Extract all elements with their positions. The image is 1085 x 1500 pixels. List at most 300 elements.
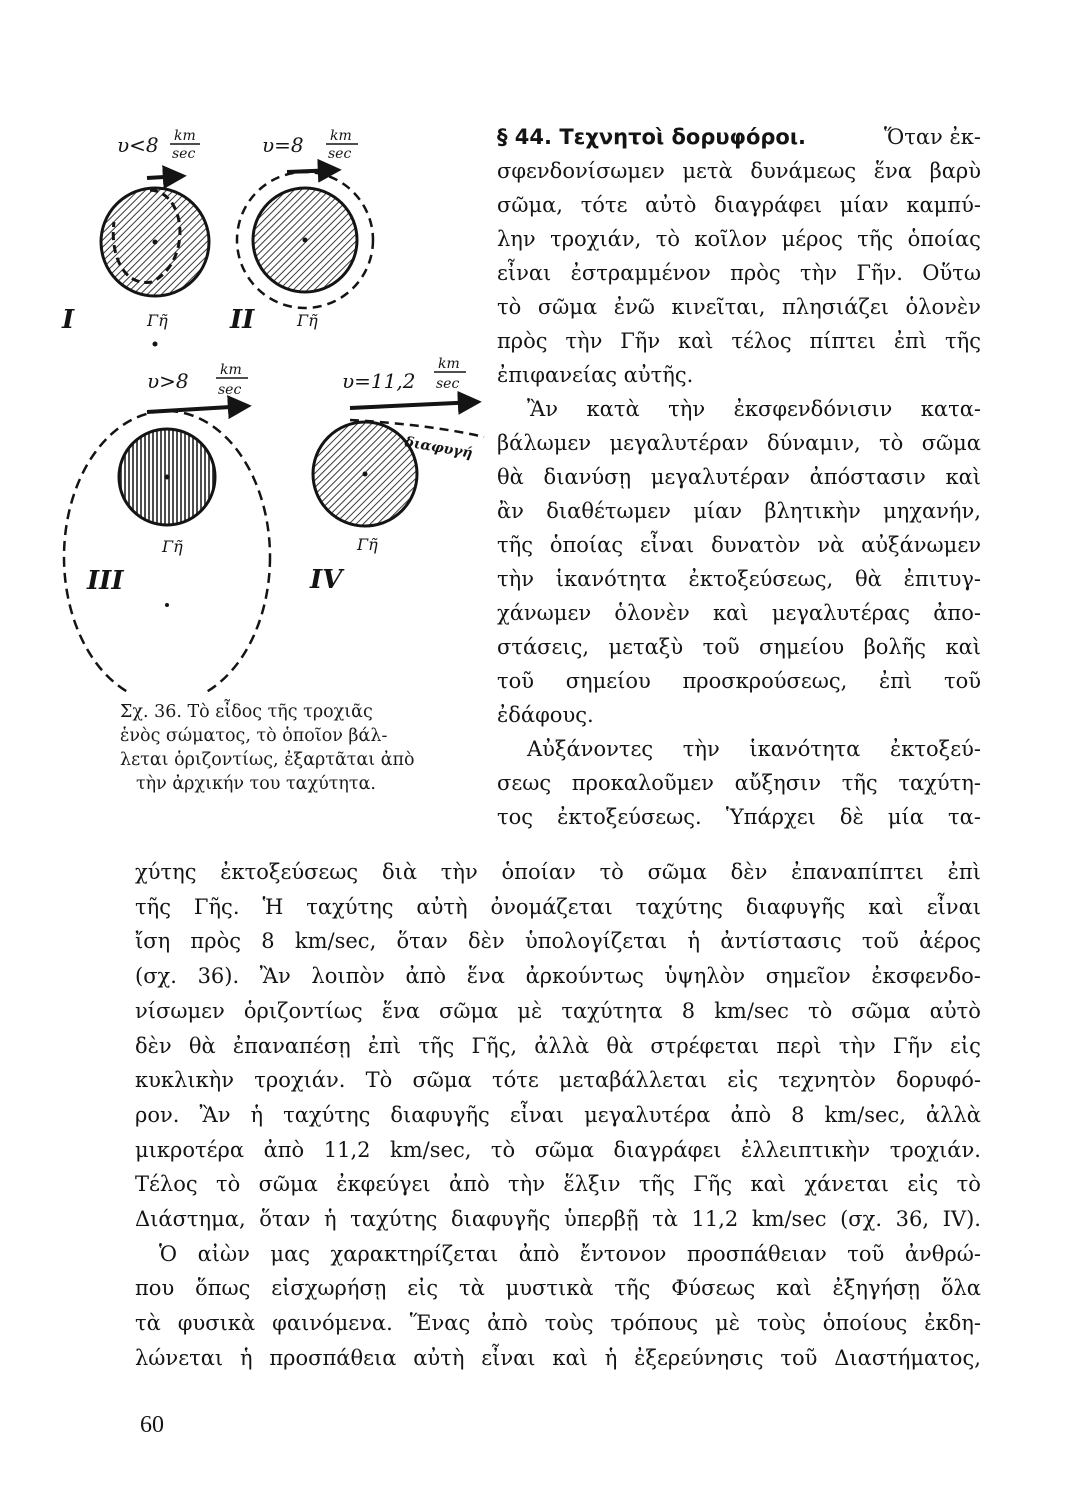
word: καμπύ- <box>906 193 981 217</box>
word: τὰ <box>652 1207 678 1232</box>
word: τὸ <box>497 295 522 319</box>
text-line <box>497 494 981 528</box>
word: ἐκτοξεύσεως. <box>557 805 702 829</box>
panel-2-speed: υ=8 <box>262 133 304 157</box>
word: ὁποίαν <box>501 860 576 884</box>
panel-2 <box>229 128 373 335</box>
text-line <box>497 222 981 256</box>
figure-caption <box>120 700 480 796</box>
word: ἔντονον <box>579 1241 667 1266</box>
word: διαφυγῆς <box>745 894 846 919</box>
word: ἀπὸ <box>263 1137 305 1162</box>
word: ἀνθρώ- <box>904 1241 981 1266</box>
word: Ἡ <box>262 894 284 919</box>
word: ὀνομάζεται <box>490 894 613 919</box>
word: σημείου <box>759 635 845 659</box>
word: Ἂν <box>259 964 291 989</box>
word: σεως <box>497 771 552 795</box>
word: διανύσῃ <box>543 465 632 489</box>
text-line <box>135 1098 981 1133</box>
word: προσπάθεια <box>269 1345 397 1370</box>
word: διὰ <box>381 860 418 884</box>
word: ἐκσφενδόνισιν <box>733 397 893 421</box>
panel-3-earth: Γῆ <box>162 537 183 556</box>
word: ἐπιτυγ- <box>903 567 981 591</box>
word: τὴν <box>800 261 837 285</box>
word: αὐτὴ <box>413 1345 465 1370</box>
word: τροχιάν. <box>889 1137 981 1162</box>
word: 36). <box>197 964 240 989</box>
word: Γῆς. <box>193 894 240 919</box>
word: αὐτὸ <box>929 998 981 1023</box>
word: 8 <box>261 929 275 954</box>
word: μεγαλυτέρας <box>771 601 910 625</box>
word: km/sec <box>751 1207 827 1232</box>
text-line <box>497 188 981 222</box>
word: Ἕνας <box>409 1311 471 1336</box>
word: μεγαλυτέραν <box>609 431 749 455</box>
word: (σχ. <box>135 964 177 989</box>
word: φαινόμενα. <box>272 1311 393 1336</box>
word: τὴν <box>565 329 603 353</box>
word: ἱκανότητα <box>555 567 667 591</box>
word: τὴν <box>508 1172 545 1197</box>
word: ἀλλὰ <box>534 1033 590 1058</box>
word: χύτης <box>135 860 197 884</box>
panel-4 <box>309 356 484 595</box>
word: που <box>135 1276 175 1301</box>
word: δὲ <box>839 805 864 829</box>
word: τοῦ <box>780 1345 818 1370</box>
word: ἀπὸ <box>518 1241 560 1266</box>
text-line <box>497 324 981 358</box>
word: μεταξὺ <box>608 635 684 659</box>
word: ὅταν <box>396 929 448 954</box>
word: τοῦ <box>497 669 535 693</box>
word: εἶναι <box>926 894 981 919</box>
word: τῆς <box>945 329 981 353</box>
text-line <box>497 358 981 392</box>
word: ἐκδη- <box>924 1311 981 1336</box>
text-line: Ὅταν ἐκ- <box>884 125 981 149</box>
word: τὴν <box>838 1033 876 1058</box>
word: εἰς <box>727 1068 759 1093</box>
word: 8 <box>681 998 696 1023</box>
word: τροχιάν. <box>254 1068 346 1093</box>
text-line <box>497 766 981 800</box>
word: ἡ <box>687 929 701 954</box>
word: ταχύτης <box>635 894 723 919</box>
word: διαφυγῆς <box>390 1102 490 1127</box>
text-line <box>135 1237 981 1272</box>
panel-3-sec: sec <box>218 382 242 398</box>
word: τοῦ <box>702 635 740 659</box>
word: τὴν <box>497 567 534 591</box>
word: δυνάμεως <box>750 159 857 183</box>
panel-1 <box>61 128 209 347</box>
velocity-arrow-4 <box>350 402 477 408</box>
word: μίαν <box>693 499 743 523</box>
word: Τέλος <box>135 1172 198 1197</box>
text-line <box>135 855 981 890</box>
word: διαθέτωμεν <box>546 499 671 523</box>
word: μεταβάλλεται <box>558 1068 708 1093</box>
text-line <box>135 1029 981 1064</box>
word: σημείου <box>565 669 651 693</box>
word: ὅπως <box>195 1276 251 1301</box>
word: διαφυγῆς <box>451 1207 551 1232</box>
word: νίσωμεν <box>135 998 225 1023</box>
text-line <box>135 924 981 959</box>
word: ἀντίστασις <box>720 929 842 954</box>
word: δύναμιν, <box>766 431 861 455</box>
word: καὶ <box>776 1276 812 1301</box>
word: σῶμα <box>647 860 707 884</box>
word: μετὰ <box>682 159 733 183</box>
word: τῆς <box>418 1033 455 1058</box>
word: ὑψηλὸν <box>664 964 746 989</box>
word: ἡ <box>604 1345 618 1370</box>
word: τέλος <box>731 329 792 353</box>
word: Γῆν. <box>856 261 903 285</box>
word: σφενδονίσωμεν <box>497 159 665 183</box>
word: ταχύτης <box>306 894 394 919</box>
word: IV). <box>942 1207 981 1232</box>
word: τὸ <box>655 227 680 251</box>
word: ὁποίας <box>907 227 981 251</box>
word: τῆς <box>841 771 878 795</box>
text-line <box>497 800 981 834</box>
word: μεγαλυτέραν <box>650 465 790 489</box>
word: ἕνα <box>873 159 912 183</box>
word: στάσεις, <box>497 635 590 659</box>
word: ἐστραμμένον <box>570 261 711 285</box>
text-line <box>135 994 981 1029</box>
word: καὶ <box>750 1172 787 1197</box>
word: περὶ <box>776 1033 822 1058</box>
word: θὰ <box>497 465 524 489</box>
word: εἰς <box>907 1172 939 1197</box>
word: σῶμα <box>412 1068 472 1093</box>
text-line <box>497 154 981 188</box>
word: τὴν <box>682 737 720 761</box>
word: ἐξερεύνησις <box>634 1345 764 1370</box>
word: ὁποίους <box>822 1311 908 1336</box>
text-line <box>135 1133 981 1168</box>
word: καὶ <box>713 601 749 625</box>
word: καὶ <box>677 329 714 353</box>
word: ὑπερβῇ <box>564 1207 639 1232</box>
word: ἱκανότητα <box>749 737 861 761</box>
word: προκαλοῦμεν <box>571 771 714 795</box>
word: Φύσεως <box>671 1276 756 1301</box>
word: km/sec, <box>824 1102 906 1127</box>
panel-4-earth: Γῆ <box>357 535 378 554</box>
word: ἐνῶ <box>613 295 655 319</box>
word: καὶ <box>868 894 904 919</box>
word: σῶμα <box>921 431 981 455</box>
word: ἡ <box>250 1102 264 1127</box>
word: τὴν <box>668 397 706 421</box>
text-line <box>497 290 981 324</box>
word: Οὕτω <box>922 261 981 285</box>
word: ἕλξιν <box>563 1172 621 1197</box>
word: Τὸ <box>365 1068 393 1093</box>
caption-line: λεται ὁριζοντίως, ἐξαρτᾶται ἀπὸ <box>120 750 415 770</box>
word: μία <box>887 805 924 829</box>
word: ὑπολογίζεται <box>524 929 668 954</box>
text-line <box>135 1306 981 1341</box>
word: Ὁ <box>159 1241 178 1266</box>
text-span: ἐπιφανείας αὐτῆς. <box>497 363 694 387</box>
word: ἀρκούντως <box>525 964 644 989</box>
word: χάνωμεν <box>497 601 592 625</box>
word: δὲν <box>468 929 505 954</box>
text-line <box>497 426 981 460</box>
word: ἀπο- <box>933 601 981 625</box>
word: βάλωμεν <box>497 431 592 455</box>
word: ἐπαναπέσῃ <box>232 1033 351 1058</box>
orbit-diagram <box>52 92 492 692</box>
word: χαρακτηρίζεται <box>330 1241 499 1266</box>
word: Ἂν <box>527 397 559 421</box>
word: ἀπὸ <box>405 964 447 989</box>
text-line <box>497 562 981 596</box>
word: τος <box>497 805 534 829</box>
word: μας <box>270 1241 311 1266</box>
velocity-arrow-3 <box>147 406 247 412</box>
word: θὰ <box>855 567 882 591</box>
section-heading-line <box>497 120 981 154</box>
word: ἐκτοξεύσεως <box>220 860 359 884</box>
word: (σχ. <box>840 1207 883 1232</box>
panel-1-roman: I <box>62 305 75 335</box>
word: αὔξησιν <box>734 771 822 795</box>
word: ἕνα <box>381 998 420 1023</box>
text-line <box>135 959 981 994</box>
word: τὸ <box>490 1137 516 1162</box>
text-line <box>497 392 981 426</box>
panel-1-sec: sec <box>172 146 196 162</box>
text-line <box>135 1063 981 1098</box>
word: στρέφεται <box>650 1033 760 1058</box>
caption-line: τὴν ἀρχικήν του ταχύτητα. <box>136 774 376 794</box>
word: ἴση <box>135 929 171 954</box>
word: πλησιάζει <box>782 295 889 319</box>
panel-4-escape: διαφυγή <box>403 434 474 462</box>
word: τῆς <box>638 1172 675 1197</box>
word: προσπάθειαν <box>686 1241 827 1266</box>
word: σῶμα <box>537 295 598 319</box>
word: εἰσχωρήσῃ <box>271 1276 387 1301</box>
word: ἂν <box>497 499 524 523</box>
word: ἀπὸ <box>487 1311 528 1336</box>
word: ὁλονὲν <box>614 601 690 625</box>
word: ταχύτη- <box>898 771 981 795</box>
word: τῆς <box>614 1276 651 1301</box>
word: εἰς <box>407 1276 439 1301</box>
word: εἶναι <box>481 1345 536 1370</box>
word: Αὐξάνοντες <box>527 737 654 761</box>
section-title: § 44. Τεχνητοὶ δορυφόροι. <box>497 125 807 149</box>
word: ἀπόστασιν <box>809 465 926 489</box>
word: τοῦ <box>943 669 981 693</box>
word: κατὰ <box>586 397 640 421</box>
word: τότε <box>491 1068 539 1093</box>
word: ὁριζοντίως <box>243 998 363 1023</box>
panel-2-km: km <box>330 128 352 144</box>
word: διαγράφει <box>714 193 823 217</box>
word: πρὸς <box>730 261 781 285</box>
word: κυκλικὴν <box>135 1068 235 1093</box>
panel-4-speed: υ=11,2 <box>342 369 416 393</box>
word: τὰ <box>458 1276 485 1301</box>
word: ἀπὸ <box>449 1172 490 1197</box>
word: Γῆν <box>620 329 661 353</box>
word: ὅταν <box>259 1207 311 1232</box>
word: 36, <box>895 1207 930 1232</box>
word: αὐτὴ <box>416 894 468 919</box>
panel-1-km: km <box>174 128 196 144</box>
word: τὸ <box>599 860 624 884</box>
word: ταχύτης <box>350 1207 438 1232</box>
panel-3-roman: III <box>87 566 124 596</box>
panel-1-speed: υ<8 <box>117 133 159 157</box>
word: ὁλονὲν <box>905 295 981 319</box>
panel-3 <box>64 362 270 692</box>
word: ἀλλὰ <box>925 1102 981 1127</box>
page-number: 60 <box>140 1412 164 1438</box>
word: τὸ <box>879 431 904 455</box>
figure-36 <box>52 92 492 692</box>
word: μὲ <box>715 1311 741 1336</box>
word: πρὸς <box>190 929 241 954</box>
word: km/sec, <box>294 929 377 954</box>
word: τὴν <box>440 860 478 884</box>
word: μυστικὰ <box>505 1276 594 1301</box>
word: ἐπὶ <box>947 860 981 884</box>
word: ὅλα <box>940 1276 981 1301</box>
panel-2-sec: sec <box>328 146 352 162</box>
panel-3-speed: υ>8 <box>147 369 189 393</box>
word: ἐπαναπίπτει <box>791 860 924 884</box>
word: λοιπὸν <box>311 964 385 989</box>
word: τροχιάν, <box>550 227 642 251</box>
word: ἐξηγήσῃ <box>832 1276 920 1301</box>
word: Ἂν <box>199 1102 231 1127</box>
word: κατα- <box>920 397 981 421</box>
word: τὰ <box>135 1311 161 1336</box>
word: τοῦ <box>861 929 899 954</box>
word: ἐλλειπτικὴν <box>741 1137 871 1162</box>
word: 8 <box>791 1102 805 1127</box>
panel-3-km: km <box>220 362 242 378</box>
word: σῶμα <box>258 1172 318 1197</box>
word: ἕνα <box>466 964 505 989</box>
word: θὰ <box>606 1033 634 1058</box>
word: δὲν <box>135 1033 172 1058</box>
word: τοὺς <box>544 1311 594 1336</box>
word: μίαν <box>839 193 889 217</box>
word: τῆς <box>497 533 533 557</box>
word: τα- <box>948 805 981 829</box>
word: πίπτει <box>809 329 877 353</box>
word: τὸ <box>215 1172 241 1197</box>
word: καὶ <box>945 635 981 659</box>
word: ἐπὶ <box>878 669 913 693</box>
word: τῆς <box>857 227 894 251</box>
word: μηχανήν, <box>883 499 981 523</box>
word: Γῆς, <box>471 1033 518 1058</box>
word: ἀέρος <box>919 929 981 954</box>
panel-4-roman: IV <box>310 565 343 595</box>
panel-1-earth: Γῆ <box>147 311 168 330</box>
word: Διάστημα, <box>135 1207 246 1232</box>
word: πρὸς <box>497 329 548 353</box>
word: εἶναι <box>639 533 695 557</box>
word: τὸ <box>807 998 833 1023</box>
text-line <box>135 1341 981 1376</box>
panel-2-roman: II <box>230 305 255 335</box>
word: 11,2 <box>691 1207 739 1232</box>
word: ἐκφεύγει <box>336 1172 431 1197</box>
panel-2-earth: Γῆ <box>297 311 318 330</box>
word: κινεῖται, <box>671 295 766 319</box>
word: ὁποίας <box>549 533 624 557</box>
word: ἐπὶ <box>367 1033 402 1058</box>
word: βλητικὴν <box>764 499 861 523</box>
word: σημεῖον <box>765 964 851 989</box>
word: φυσικὰ <box>177 1311 256 1336</box>
word: εἶναι <box>509 1102 565 1127</box>
word: Διαστήματος, <box>834 1345 981 1370</box>
text-line <box>135 890 981 925</box>
word: δυνατὸν <box>711 533 801 557</box>
word: τὸ <box>956 1172 981 1197</box>
word: μὲ <box>517 998 543 1023</box>
right-column <box>497 120 981 834</box>
word: χάνεται <box>804 1172 889 1197</box>
word: σῶμα, <box>497 193 563 217</box>
word: ταχύτητα <box>561 998 663 1023</box>
word: ἀπὸ <box>730 1102 772 1127</box>
word: νὰ <box>817 533 845 557</box>
word: προσκρούσεως, <box>682 669 848 693</box>
full-width-text <box>135 855 981 1376</box>
word: κοῖλον <box>694 227 768 251</box>
word: σῶμα <box>438 998 499 1023</box>
word: Γῆν <box>892 1033 933 1058</box>
word: σῶμα <box>851 998 911 1023</box>
word: τρόπους <box>610 1311 699 1336</box>
word: ἐπὶ <box>893 329 928 353</box>
word: καὶ <box>945 465 981 489</box>
word: αἰὼν <box>197 1241 250 1266</box>
word: ἡ <box>324 1207 337 1232</box>
word: Γῆς <box>693 1172 733 1197</box>
word: σῶμα <box>534 1137 595 1162</box>
word: km/sec <box>714 998 789 1023</box>
word: ἐκσφενδο- <box>871 964 981 989</box>
word: εἰς <box>950 1033 981 1058</box>
word: καὶ <box>552 1345 588 1370</box>
word: αὐξάνωμεν <box>861 533 981 557</box>
velocity-arrow-2 <box>287 170 337 172</box>
word: λώνεται <box>135 1345 224 1370</box>
word: 11,2 <box>323 1137 371 1162</box>
word: μεγαλυτέρα <box>584 1102 711 1127</box>
word: μέρος <box>781 227 843 251</box>
